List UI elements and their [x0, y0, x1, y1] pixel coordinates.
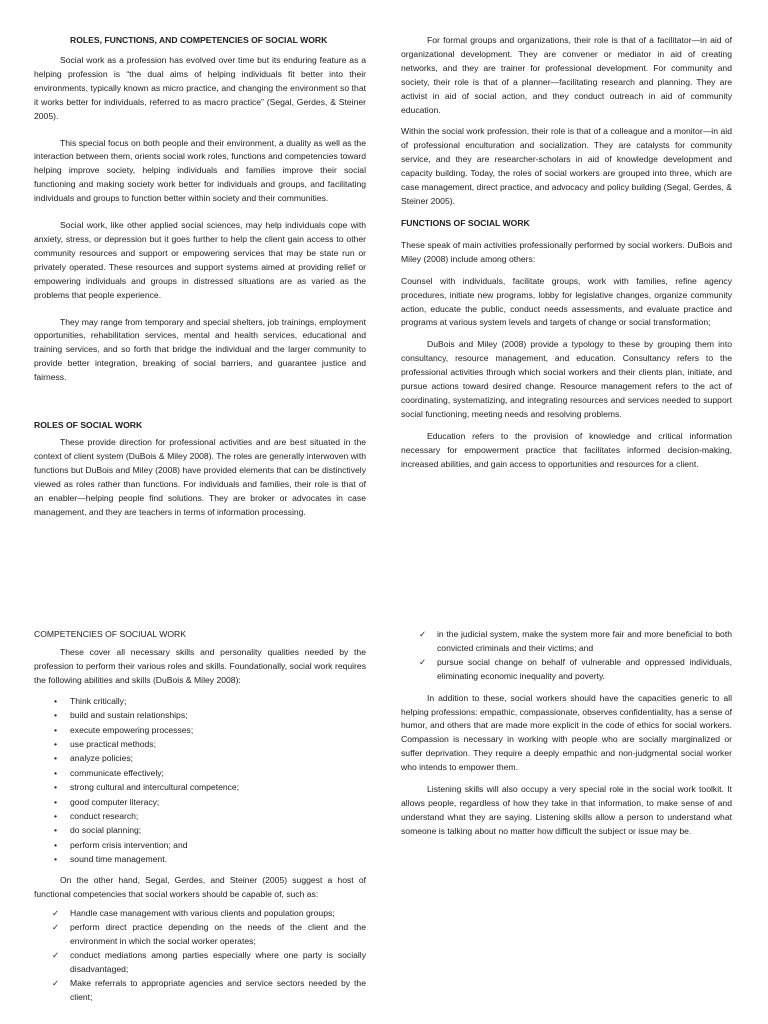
paragraph: These cover all necessary skills and personality qualities needed by the profession to perform their various roles and skills. Foundationally, social work requires the following abilities and skills (DuBois & Miley 2008): [34, 647, 366, 685]
paragraph: In addition to these, social workers should have the capacities generic to all helping professions: empathic, compassionate, observes confidentiality, has a sense of humor, and others that are made more explicit in the code of ethics for social workers. Compassion is necessary in working with people who are socially marginalized or suffer deprivation. They require a deeply empathic and non-judgmental social worker who intends to empower them. [401, 692, 732, 773]
functional-competencies-list [34, 907, 366, 1004]
paragraph: These provide direction for professional activities and are best situated in the context of client system (DuBois & Miley 2008). The roles are generally interwoven with functions but DuBois and Miley (2008) have provided elements that can be distinctively viewed as roles rather than functions. For individuals and families, their role is that of an enabler—helping people find solutions. They are broker or advocates in case management, and they are teachers in terms of information processing. [34, 437, 366, 517]
list-item: • do social planning; [54, 825, 142, 836]
paragraph: Listening skills will also occupy a very special role in the social work toolkit. It allows people, regardless of how they take in that information, to make sense of and understand what they are saying. Listening skills allow a person to understand what someone is talking about no matter how difficult the subject or issue may be. [401, 784, 732, 836]
checkmark-icon: ✓ [52, 977, 60, 988]
page1-left-column [34, 34, 366, 519]
list-item: ✓ pursue social change on behalf of vulnerable and oppressed individuals, eliminating economic inequality and poverty. [419, 656, 732, 681]
list-item: • communicate effectively; [54, 767, 164, 778]
paragraph: Within the social work profession, their role is that of a colleague and a monitor—in aid of professional enculturation and socialization. They are catalysts for community service, and they are researcher-scholars in aid of knowledge development and capacity building. Today, the roles of social workers are grouped into three, which are case management, direct practice, and advocacy and policy building (Segal, Gerdes, & Steiner 2005). [401, 126, 732, 206]
list-item: • good computer literacy; [54, 796, 160, 807]
list-item: • use practical methods; [54, 738, 156, 749]
checkmark-icon: ✓ [419, 629, 427, 639]
list-item: • conduct research; [54, 810, 139, 821]
page1-right-column [401, 34, 732, 471]
competencies-heading: COMPETENCIES OF SOCIUAL WORK [34, 629, 186, 639]
functions-heading: FUNCTIONS OF SOCIAL WORK [401, 217, 530, 228]
checkmark-icon: ✓ [52, 922, 60, 933]
abilities-list [34, 694, 366, 867]
page2-right-column [401, 628, 732, 839]
list-item: • execute empowering processes; [54, 724, 194, 735]
list-item: ✓ conduct mediations among parties especially where one party is socially disadvantaged; [52, 950, 366, 975]
paragraph: Counsel with individuals, facilitate groups, work with families, refine agency procedures, initiate new programs, lobby for legislative changes, organize community action, educate the public, conduct needs assessments, and evaluate practice and programs at various system levels and targets of change or social transformation; [401, 275, 732, 328]
list-item: • build and sustain relationships; [54, 710, 188, 721]
document-title: ROLES, FUNCTIONS, AND COMPETENCIES OF SOCIAL WORK [70, 35, 328, 45]
paragraph: DuBois and Miley (2008) provide a typology to these by grouping them into consultancy, resource management, and education. Consultancy refers to the professional activities through which social workers and their clients plan, initiate, and pursue actions toward desired change. Resource management refers to the act of coordinating, systematizing, and integrating resources and services needed to support social functioning, meeting needs and resolving problems. [401, 339, 732, 419]
list-item: • perform crisis intervention; and [54, 839, 188, 850]
checkmark-icon: ✓ [419, 656, 427, 667]
paragraph: This special focus on both people and their environment, a duality as well as the interaction between them, orients social work roles, functions and competencies toward helping improve society, helping individuals and families improve their social functioning and making society work better for individuals and groups, and facilitating individuals and groups to function better within society and their communities. [34, 137, 366, 204]
paragraph: These speak of main activities professionally performed by social workers. DuBois and Miley (2008) include among others: [401, 239, 732, 264]
list-item: • Think critically; [54, 695, 127, 706]
paragraph: On the other hand, Segal, Gerdes, and Steiner (2005) suggest a host of functional competencies that social workers should be capable of, such as: [34, 874, 366, 899]
paragraph: Social work, like other applied social sciences, may help individuals cope with anxiety, stress, or depression but it goes further to help the client gain access to other community resources and support or empowering services that may be state run or privately operated. These resources and support systems aimed at providing relief or empowering individuals and groups in distressed situations are as varied as the problems that people experience. [34, 220, 366, 300]
list-item: • analyze policies; [54, 753, 134, 764]
list-item: ✓ Make referrals to appropriate agencies and service sectors needed by the client; [52, 977, 366, 1002]
page2-left-column [34, 628, 366, 1005]
list-item: • strong cultural and intercultural competence; [54, 782, 240, 793]
list-item: ✓ perform direct practice depending on the needs of the client and the environment in which the social worker operates; [52, 922, 366, 947]
roles-heading: ROLES OF SOCIAL WORK [34, 420, 143, 431]
paragraph: Social work as a profession has evolved over time but its enduring feature as a helping profession is “the dual aims of helping individuals fit better into their environments, typically known as micro practice, and changing the environment so that it works better for individuals, referred to as macro practice” (Segal, Gerdes, & Steiner 2005). [34, 55, 366, 121]
paragraph: Education refers to the provision of knowledge and critical information necessary for empowerment practice that facilitates informed decision-making, increased abilities, and gain access to opportunities and resources for a client. [401, 430, 732, 469]
list-item: ✓ Handle case management with various clients and population groups; [34, 907, 366, 921]
list-item: • sound time management. [54, 854, 167, 865]
checkmark-icon: ✓ [52, 908, 60, 919]
functional-competencies-list-continued [401, 628, 732, 684]
paragraph: They may range from temporary and special shelters, job trainings, employment opportunities, rehabilitation services, mental and health services, educational and training services, and so forth that bridge the individual and the larger community to provide better integration, breaking of social barriers, and guarantee justice and fairness. [34, 316, 366, 383]
paragraph: For formal groups and organizations, their role is that of a facilitator—in aid of organizational development. They are convener or mediator in aid of creating networks, and they are trainer for professional development. For community and society, their role is that of a planner—facilitating research and planning. They are activist in aid of social action, and they conduct outreach in aid of community education. [401, 35, 732, 115]
list-item: ✓ in the judicial system, make the system more fair and more beneficial to both convicted criminals and their victims; and [419, 629, 732, 653]
checkmark-icon: ✓ [52, 950, 60, 961]
